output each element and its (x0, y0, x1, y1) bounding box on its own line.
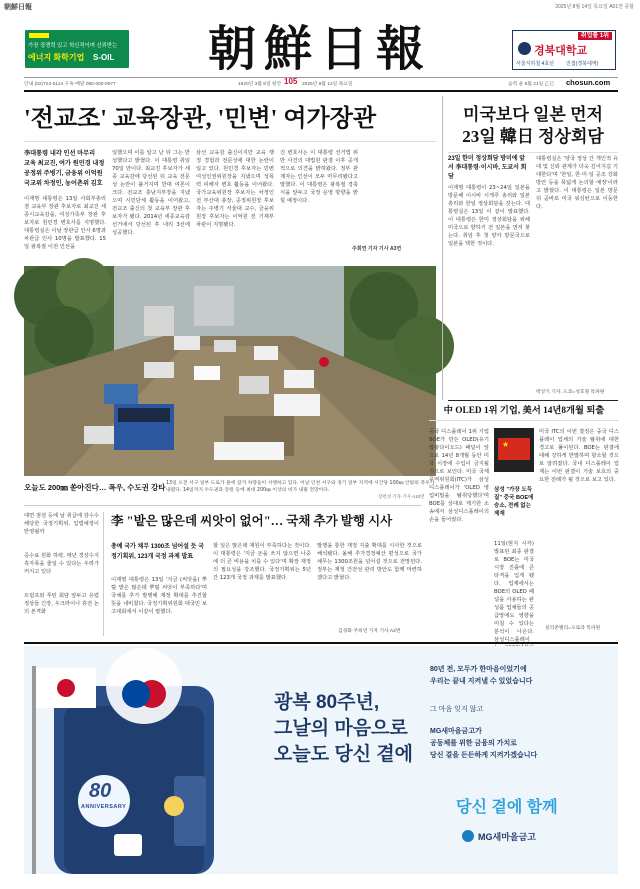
oled-photo (494, 428, 534, 472)
univ-ad[interactable] (512, 30, 616, 70)
japan-byline: 박상기 기자, 도쿄=성호철 특파원 (536, 390, 605, 395)
top-right-info: 2025년 8월 14일 목요일 A01면 종합 (555, 4, 634, 10)
oled-headline[interactable]: 中 OLED 1위 기업, 美서 14년8개월 퇴출 (443, 406, 605, 416)
oled-body-col3: 미국 ITC의 이번 결정은 중국 디스플레이 업체의 기술 탈취에 대한 경고로 풀이된다. BOE는 판결에 대해 강하게 반발하며 항소할 것으로 알려졌다. 국내 디스플레이 업계는 이번 판결이 기술 보호의 중요한 전례가 될 것으로 보고 있다. (539, 429, 619, 483)
univ-emblem-icon (518, 42, 531, 55)
ad-headline-2: 그날의 마음으로 (274, 718, 408, 739)
japan-subhead: 23일 한미 정상회담 방미에 앞서 李대통령·이시바, 도쿄서 회담 (448, 156, 527, 180)
oled-body-col2: 11일(현지 시각) 발표된 최종 판결로 BOE는 미국 시장 진출에 큰 타격을 입게 됐다. 업계에서는 BOE의 OLED 패널을 사용하는 완성품 업체들의 공급망에도 영향을 미칠 수 있다는 분석이 나온다. 삼성디스플레이 (494, 541, 534, 643)
photo-byline: 장련성 기자 기사 A10면 (378, 494, 425, 499)
ad-copy-4: MG새마을금고가 (430, 728, 482, 735)
ad-headline-1: 광복 80주년, (274, 692, 380, 713)
soil-ad[interactable] (25, 30, 129, 68)
mg-ad[interactable] (24, 646, 618, 874)
soil-ad-line2: 에너지 화학기업 (28, 53, 85, 62)
ad-brand: MG새마을금고 (478, 832, 536, 842)
masthead-lunar: 음력 윤 6월 21일 乙巳 (508, 82, 555, 87)
japan-body-col1: 이재명 대통령이 23~24일 일본을 방문해 이시바 시게루 총리와 일본 총리와 한일 정상회담을 갖는다. 대통령실은 13일 이 같이 발표했다. 이 대통령은 한미 정상회담을 위해 미국으로 향하기 전 일본을 먼저 찾는다. 취임 후 첫 양자 방문국으로 일본을 택한 것이다. (448, 185, 530, 247)
ad-copy-3: 그 마음 잊지 않고 (430, 706, 484, 713)
masthead-founded: 1920년 3월 5일 창간 (238, 82, 282, 87)
ad-headline-3: 오늘도 당신 곁에 (274, 744, 414, 765)
consumption-body-col1: 이재명 대통령은 13일 '지금 (씨앗을) 뿌릴 밭은 많은데 뿌릴 씨앗이 부족하다'며 국채를 추가 발행해 재정 확대를 추진할 뜻을 내비쳤다. 국정기획위원회 대국민 보고대회에서 이같이 말했다. (111, 577, 207, 615)
japan-body-col2: 대통령실은 '양국 정상 간 개인적 유대 및 신뢰 관계가 더욱 깊어지길 기대한다'며 '한일, 한·미·일 공조 강화 방안 등을 폭넓게 논의할 예정'이라고 밝혔다. 이 대통령은 일본 방문 뒤 곧바로 미국 워싱턴으로 이동한다. (536, 156, 618, 210)
lead-subhead: 교육 최교진, 여가 원민경 내정 (24, 160, 105, 167)
photo-caption-text: 13일 오전 서구 일부 도로가 물에 잠겨 차량들이 서행하고 있다. 이날 인천 서구와 경기 일부 지역에 시간당 100㎜ 안팎의 폭우가 내렸다. 14일까지 수도권과 강원 등에 최대 200㎜ 이상의 비가 내릴 전망이다. (166, 481, 435, 493)
lead-subhead: 공정위 주병기, 금융위 이억원 (24, 170, 103, 177)
univ-ad-line2: 진접(경북대역) (566, 61, 599, 67)
star-icon: ★ (502, 440, 510, 449)
oled-byline: 실리콘밸리=오로라 특파원 (545, 626, 601, 631)
univ-ad-name: 경북대학교 (534, 45, 588, 57)
japan-headline-1[interactable]: 미국보다 일본 먼저 (463, 105, 603, 124)
masthead-title: 朝鮮日報 (207, 23, 432, 76)
ad-copy-5: 공동체를 위한 금융의 가치로 (430, 740, 517, 747)
ad-copy-1: 80년 전, 모두가 한마음이었기에 (430, 666, 527, 673)
corner-logo: 朝鮮日報 (4, 3, 32, 11)
photo-caption-title: 오늘도 200㎜ 쏟아진다… 폭우, 수도권 강타 (24, 483, 166, 492)
ad-slogan: 당신 곁에 함께 (456, 799, 558, 816)
japan-headline-2[interactable]: 23일 韓日 정상회담 (462, 127, 604, 146)
oled-body-col1: 중국 디스플레이 1위 기업 BOE가 만든 OLED(유기발광다이오드) 패널이 앞으로 14년 8개월 동안 미국 시장에 수입이 금지될 것으로 보인다. 미국 국제무역위원회(ITC)가 삼성디스플레이가 'OLED 영업비밀을 탈취당했다'며 BOE를 상대로 제기한 소송에서 삼성디스플레이의 손을 들어줬다. (429, 429, 489, 523)
univ-ad-line1: 서울지하철 4호선 (516, 61, 554, 67)
sidebar-item[interactable]: 증수료 원화 하락, 매년 경상수지 흑자폭을 줄일 수 있다는 우려가 커지고 있다 (24, 553, 99, 575)
consumption-headline[interactable]: 李 "밭은 많은데 씨앗이 없어"… 국채 추가 발행 시사 (111, 514, 393, 528)
masthead-domain[interactable]: chosun.com (566, 78, 611, 87)
ad-copy-2: 우리는 끝내 지켜낼 수 있었습니다 (430, 678, 533, 685)
lead-body-col4: 진 변호사는 이 대통령 선거법 위반 사건의 대법원 판결 이후 공개적으로 의견을 밝혀왔다. 정부 관계자는 인선이 모두 마무리됐다고 말했다. 이 대통령은 광복절 경축식을 앞두고 국정 운영 방향을 밝힐 예정이다. (280, 150, 358, 204)
issue-number: 105 (284, 77, 298, 86)
lead-subhead: 李대통령 내각 인선 마무리 (24, 150, 96, 157)
consumption-body-col3: 발행을 통한 재정 지출 확대를 시사한 것으로 해석됐다. 올해 추가경정예산 편성으로 국가 채무는 1300조원을 넘어설 것으로 전망된다. 정부는 재정 건전성 관리 방안도 함께 마련하겠다고 밝혔다. (317, 543, 422, 581)
soil-ad-line1: 가장 경쟁력 있고 혁신적이며 신뢰받는 (28, 43, 118, 49)
lead-subheads (24, 149, 106, 189)
soil-brand-logo: S-OIL (93, 53, 115, 62)
consumption-subhead: 총예 국가 채무 1300조 넘어설 듯 국정기획위, 123개 국정 과제 발표 (111, 544, 204, 560)
ad-copy-6: 당신 곁을 든든하게 지켜가겠습니다 (430, 752, 538, 759)
lead-body-col1: 이재명 대통령은 13일 사회부총리 겸 교육부 장관 후보자로 최교진 세종시교육감을, 여성가족부 장관 후보자로 원민경 변호사를 지명했다. 대통령실은 이날 장관급 인사 6명과 차관급 인사 10명을 발표했다. 15일 광복절 이전 인선을 (24, 196, 106, 250)
masthead-left-info: 안내 (02)724-5114 구독·배달 080-000-0077 (24, 82, 116, 87)
anniversary-badge-number: 80 (89, 780, 112, 802)
soil-ad-badge (29, 33, 49, 38)
consumption-byline: 김경화·주희연 기자 기사 A2면 (338, 629, 401, 634)
lead-headline[interactable]: '전교조' 교육장관, '민변' 여가장관 (24, 106, 377, 132)
lead-byline: 주희연 기자 기사 A3면 (352, 246, 402, 252)
mg-logo-icon (462, 830, 474, 842)
univ-ad-badge: 취업률 1위 (578, 32, 612, 40)
lead-body-col2: 일했으며 이를 알고 난 뒤 그는 반성했다고 밝혔다. 이 대통령 취임 70일 만이다. 최교진 후보자가 세종 교육감에 당선된 뒤 교육 전문성 논란이 불거지며 반대 여론이 크다. 전교조 충남지부장을 지냈으며 시민단체 활동을 이어왔고, 전교조 출신의 첫 교육부 장관 후보자가 됐다. 2014년 세종교육감 선거에서 당선된 후 내리 3선에 성공했다. (112, 150, 190, 236)
masthead-date: 2025년 8월 14일 목요일 (302, 82, 353, 87)
flood-photo (24, 266, 436, 476)
sidebar-item[interactable]: 대면 점검 등에 날 취급에 감수수해당한 국정기획위, 입법예정이 반영될까 (24, 513, 99, 535)
lead-subhead: 국교위 차정인, 농어촌위 김호 (24, 180, 103, 187)
oled-box-caption: 삼성 "가장 도둑질" 중국 BOE에 승소, 전례 없는 제재 (494, 487, 534, 517)
lead-body-col3: 삼선 교육감 출신이지만 교육 행정 경험과 전문성에 대한 논란이 일고 있다. 원민경 후보자는 민변 여성인권위원장을 지냈으며 성폭력 피해자 변호 활동을 이어왔다. 국가교육위원장 후보자는 차정인 전 부산대 총장, 공정위원장 후보자는 주병기 서울대 교수, 금융위원장 후보자는 이억원 전 기재부 차관이 지명됐다. (196, 150, 274, 228)
sidebar-box (24, 512, 104, 636)
consumption-body-col2: 할 일은 많은데 재원이 부족하다는 것이다. 이 대통령은 '지금 돈을 쓰지 않으면 나중에 더 큰 비용을 치를 수 있다'며 확장 재정의 필요성을 강조했다. 국정기획위는 5년간 123개 국정 과제를 발표했다. (213, 543, 311, 581)
sidebar-item[interactable]: 트럼프와 푸틴 회담 앞두고 유럽 정상들 긴장, 우크라이나 휴전 논의 본격화 (24, 593, 99, 615)
anniversary-badge-text: ANNIVERSARY (81, 804, 127, 810)
